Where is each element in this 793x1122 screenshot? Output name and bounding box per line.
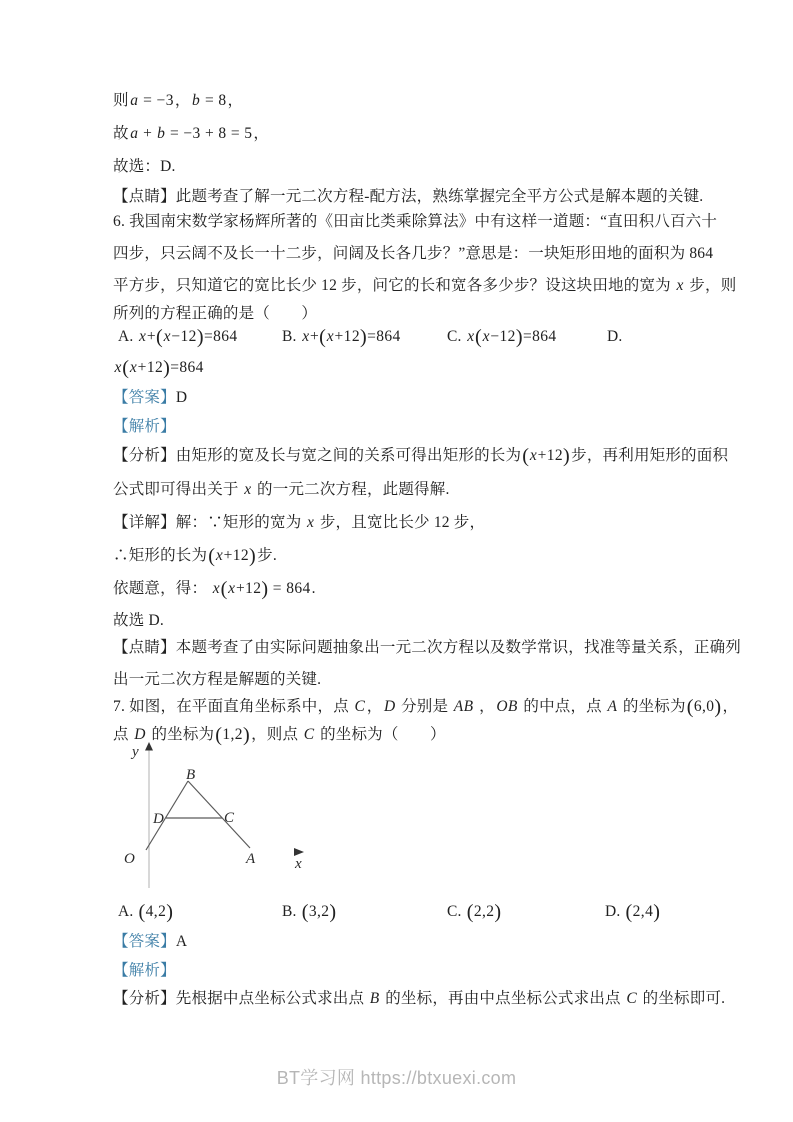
plain-text: 则 bbox=[113, 92, 129, 109]
math-text: AB bbox=[453, 698, 474, 715]
math-text: (1,2) bbox=[215, 724, 251, 746]
plain-text: 公式即可得出关于 bbox=[113, 481, 243, 498]
math-text: C bbox=[354, 698, 366, 715]
q7-stem-line-1 bbox=[113, 696, 739, 718]
q6-stem-line-4 bbox=[113, 303, 693, 325]
q5-result-line bbox=[113, 90, 693, 112]
math-text: (6,0) bbox=[686, 696, 722, 718]
option-item bbox=[118, 326, 239, 348]
math-text: a = −3 bbox=[130, 92, 174, 109]
point-label-D: D bbox=[153, 811, 164, 827]
option-item bbox=[282, 901, 338, 923]
document-body bbox=[113, 0, 742, 1122]
math-text: b = 8 bbox=[192, 92, 227, 109]
math-text: (x+12) bbox=[522, 445, 571, 467]
plain-text: 【点睛】本题考查了由实际问题抽象出一元二次方程以及数学常识，找准等量关系，正确列 bbox=[113, 639, 742, 656]
plain-text: 出一元二次方程是解题的关键. bbox=[113, 671, 322, 688]
math-text: B bbox=[369, 990, 380, 1007]
option-item bbox=[447, 901, 503, 923]
math-text: x(x−12)=864 bbox=[467, 326, 557, 348]
q6-stem-line-3 bbox=[113, 275, 737, 297]
q7-analysis-line bbox=[113, 988, 726, 1010]
plain-text: ， bbox=[475, 698, 495, 715]
q6-stem-line-2 bbox=[113, 243, 714, 265]
q5-sum-line bbox=[113, 123, 693, 145]
plain-text: 分别是 bbox=[397, 698, 453, 715]
plain-text: D. bbox=[607, 328, 623, 345]
math-text: x bbox=[244, 481, 252, 498]
plain-text: ∴矩形的长为 bbox=[113, 547, 208, 564]
plain-text: 四步，只云阔不及长一十二步，问阔及长各几步？”意思是：一块矩形田地的面积为 864 bbox=[113, 245, 714, 262]
math-text: (x+12) bbox=[208, 545, 257, 567]
plain-text: 平方步，只知道它的宽比长少 12 步，问它的长和宽各多少步？设这块田地的宽为 bbox=[113, 277, 675, 294]
plain-text: ， bbox=[227, 92, 244, 109]
q6-comment-line-2 bbox=[113, 669, 693, 691]
math-text: x+(x−12)=864 bbox=[139, 326, 238, 348]
q6-analysis-line-1 bbox=[113, 445, 729, 467]
plain-text: 步，则 bbox=[685, 277, 737, 294]
section-label: 【解析】 bbox=[113, 418, 176, 435]
y-axis-arrow-icon bbox=[145, 742, 153, 751]
plain-text: 故 bbox=[113, 125, 129, 142]
plain-text: 故选 D. bbox=[113, 612, 164, 629]
plain-text: 【分析】由矩形的宽及长与宽之间的关系可得出矩形的长为 bbox=[113, 447, 522, 464]
math-text: x bbox=[676, 277, 684, 294]
section-label: 【解析】 bbox=[113, 962, 176, 979]
math-text: x+(x+12)=864 bbox=[302, 326, 401, 348]
q6-comment-line-1 bbox=[113, 637, 742, 659]
plain-text: ， bbox=[366, 698, 383, 715]
plain-text: A. bbox=[118, 328, 138, 345]
plain-text: 6. 我国南宋数学家杨辉所著的《田亩比类乘除算法》中有这样一道题：“直田积八百六十 bbox=[113, 213, 718, 230]
point-label-B: B bbox=[186, 767, 196, 783]
point-label-O: O bbox=[124, 851, 135, 867]
q6-choice-line bbox=[113, 610, 693, 632]
q5-comment-line bbox=[113, 186, 704, 208]
plain-text: ，则点 bbox=[251, 726, 303, 743]
q6-stem-line-1 bbox=[113, 211, 718, 233]
q7-answer-line bbox=[113, 931, 693, 953]
option-item bbox=[118, 901, 174, 923]
plain-text: 步. bbox=[257, 547, 277, 564]
plain-text: 的中点，点 bbox=[519, 698, 606, 715]
plain-text: 的坐标即可. bbox=[638, 990, 726, 1007]
plain-text: 步，且宽比长少 12 步， bbox=[315, 514, 486, 531]
option-item bbox=[282, 326, 402, 348]
y-axis-label: y bbox=[132, 744, 139, 760]
math-text: (4,2) bbox=[138, 901, 174, 923]
plain-text: ， bbox=[253, 125, 270, 142]
plain-text: 【详解】解：∵矩形的宽为 bbox=[113, 514, 306, 531]
point-label-C: C bbox=[224, 810, 235, 826]
section-label: 【答案】 bbox=[113, 933, 176, 950]
math-text: (2,4) bbox=[625, 901, 661, 923]
point-label-A: A bbox=[246, 851, 256, 867]
plain-text: 依题意，得： bbox=[113, 580, 212, 597]
plain-text: 的坐标为 bbox=[147, 726, 215, 743]
plain-text: 的坐标，再由中点坐标公式求出点 bbox=[381, 990, 625, 1007]
segment-BA bbox=[188, 781, 250, 848]
plain-text: D. bbox=[605, 903, 625, 920]
math-text: C bbox=[303, 726, 315, 743]
plain-text: B. bbox=[282, 903, 301, 920]
plain-text: 【分析】先根据中点坐标公式求出点 bbox=[113, 990, 369, 1007]
x-axis-label: x bbox=[295, 856, 302, 872]
plain-text: C. bbox=[447, 903, 466, 920]
q6-analysis-line-2 bbox=[113, 479, 693, 501]
q7-analysis-label bbox=[113, 960, 693, 982]
math-text: D bbox=[134, 726, 146, 743]
plain-text: ， bbox=[722, 698, 739, 715]
math-text: (3,2) bbox=[301, 901, 337, 923]
section-label: 【答案】 bbox=[113, 389, 176, 406]
footer-watermark: BT学习网 https://btxuexi.com bbox=[276, 1068, 517, 1088]
plain-text: 的一元二次方程，此题得解. bbox=[252, 481, 450, 498]
plain-text: 所列的方程正确的是（ ） bbox=[113, 305, 318, 322]
q6-answer-line bbox=[113, 387, 693, 409]
plain-text: . bbox=[311, 580, 316, 597]
plain-text: 的坐标为（ ） bbox=[316, 726, 446, 743]
plain-text: D bbox=[175, 389, 188, 406]
plain-text: 【点睛】此题考查了解一元二次方程-配方法，熟练掌握完全平方公式是解本题的关键. bbox=[113, 188, 704, 205]
plain-text: 7. 如图，在平面直角坐标系中，点 bbox=[113, 698, 353, 715]
plain-text: 点 bbox=[113, 726, 133, 743]
x-axis-arrow-icon bbox=[294, 848, 304, 856]
math-text: (2,2) bbox=[466, 901, 502, 923]
q6-detail-line-1 bbox=[113, 512, 693, 534]
option-item bbox=[605, 901, 661, 923]
plain-text: B. bbox=[282, 328, 301, 345]
math-text: a + b = −3 + 8 = 5 bbox=[130, 125, 253, 142]
q6-equation-line bbox=[113, 578, 693, 600]
q5-choice-line bbox=[113, 156, 693, 178]
plain-text: 步，再利用矩形的面积 bbox=[571, 447, 729, 464]
math-text: C bbox=[626, 990, 638, 1007]
q6-analysis-label bbox=[113, 416, 693, 438]
math-text: OB bbox=[496, 698, 518, 715]
plain-text: 的坐标为 bbox=[618, 698, 686, 715]
plain-text: A. bbox=[118, 903, 138, 920]
q6-option-d-overflow bbox=[113, 357, 693, 379]
plain-text: 故选：D. bbox=[113, 158, 176, 175]
math-text: x(x+12)=864 bbox=[114, 357, 204, 379]
math-text: x(x+12) = 864 bbox=[212, 578, 311, 600]
coordinate-figure bbox=[118, 741, 318, 893]
plain-text: ， bbox=[174, 92, 191, 109]
option-item bbox=[607, 326, 622, 348]
q6-detail-line-2 bbox=[113, 545, 693, 567]
math-text: x bbox=[306, 514, 315, 531]
option-item bbox=[447, 326, 558, 348]
math-text: D bbox=[383, 698, 396, 715]
plain-text: A bbox=[175, 933, 188, 950]
plain-text: C. bbox=[447, 328, 466, 345]
math-text: A bbox=[607, 698, 618, 715]
